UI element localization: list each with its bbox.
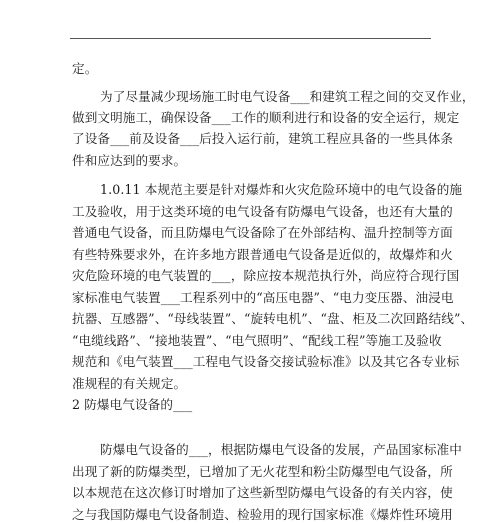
text-line: 之与我国防爆电气设备制造、检验用的现行国家标准《爆炸性环境用 bbox=[72, 507, 453, 522]
text-line: 规范和《电气装置___工程电气设备交接试验标准》以及其它各专业标 bbox=[72, 354, 460, 369]
text-line: 定。 bbox=[72, 61, 98, 76]
text-line: 灾危险环境的电气装置的___，除应按本规范执行外，尚应符合现行国 bbox=[72, 268, 460, 283]
text-line: 1.0.11 本规范主要是针对爆炸和火灾危险环境中的电气设备的施 bbox=[100, 182, 463, 197]
text-line: 准规程的有关规定。 bbox=[72, 376, 187, 391]
text-line: 工及验收，用于这类环境的电气设备有防爆电气设备，也还有大量的 bbox=[72, 204, 453, 219]
text-line: 抗器、互感器”、“母线装置”、“旋转电机”、“盘、柜及二次回路结线”、 bbox=[72, 311, 474, 326]
section-heading: 2 防爆电气设备的___ bbox=[72, 397, 193, 412]
text-line: 出现了新的防爆类型，已增加了无火花型和粉尘防爆型电气设备，所 bbox=[72, 464, 453, 479]
header-rule bbox=[70, 38, 431, 39]
text-line: 做到文明施工，确保设备___工作的顺利进行和设备的安全运行，规定 bbox=[72, 110, 460, 125]
text-line: 件和应达到的要求。 bbox=[72, 153, 187, 168]
text-line: 为了尽量减少现场施工时电气设备___和建筑工程之间的交叉作业， bbox=[100, 89, 475, 104]
text-line: 以本规范在这次修订时增加了这些新型防爆电气设备的有关内容，使 bbox=[72, 485, 453, 500]
text-line: “电缆线路”、“接地装置”、“电气照明”、“配线工程”等施工及验收 bbox=[72, 333, 442, 348]
text-line: 家标准电气装置___工程系列中的“高压电器”、“电力变压器、油浸电 bbox=[72, 290, 454, 305]
text-line: 有些特殊要求外，在许多地方跟普通电气设备是近似的，故爆炸和火 bbox=[72, 247, 453, 262]
text-line: 了设备___前及设备___后投入运行前，建筑工程应具备的一些具体条 bbox=[72, 131, 454, 146]
text-line: 防爆电气设备的___，根据防爆电气设备的发展，产品国家标准中 bbox=[100, 442, 462, 457]
text-line: 普通电气设备，而且防爆电气设备除了在外部结构、温升控制等方面 bbox=[72, 225, 453, 240]
